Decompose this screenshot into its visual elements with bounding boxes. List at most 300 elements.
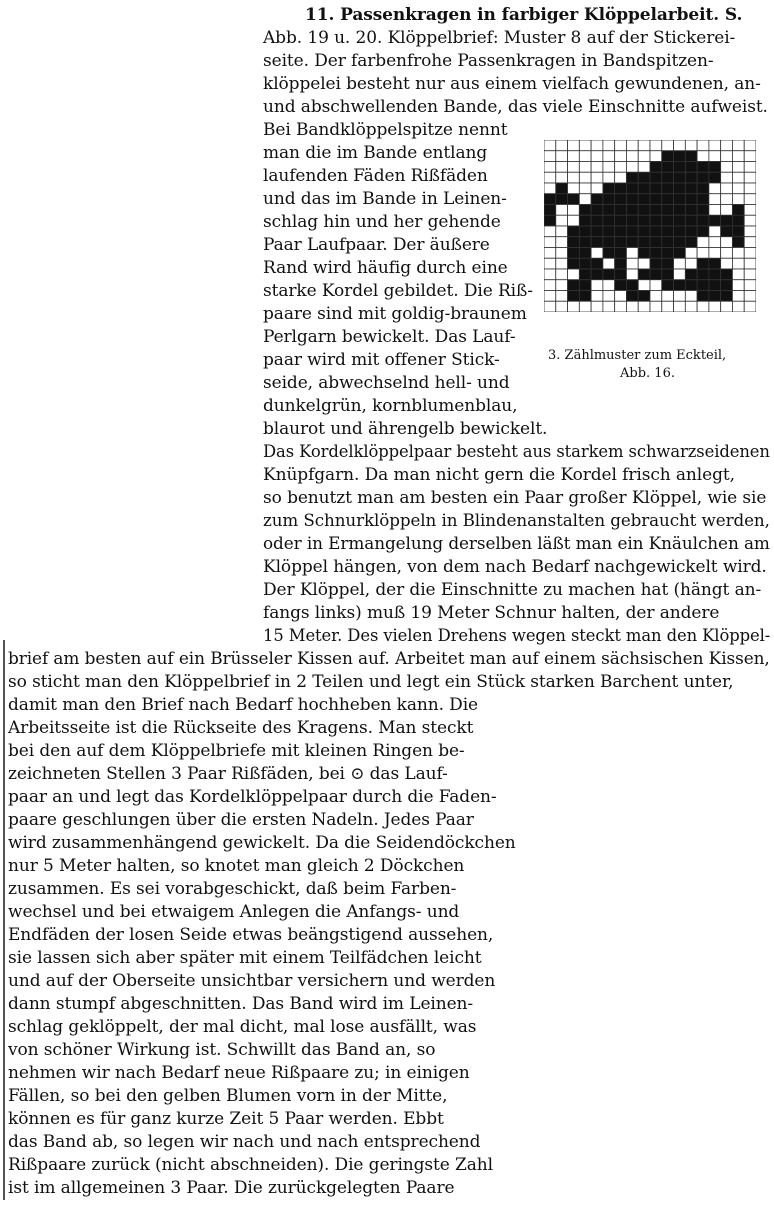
pattern-cell xyxy=(579,215,591,226)
pattern-cell xyxy=(709,140,721,151)
text-line: Bei Bandklöppelspitze nennt xyxy=(263,120,508,140)
pattern-cell xyxy=(709,237,721,248)
margin-rule xyxy=(3,640,5,1200)
pattern-cell xyxy=(603,215,615,226)
text-line: sie lassen sich aber später mit einem Teilfädchen leicht xyxy=(8,948,482,968)
pattern-cell xyxy=(591,269,603,280)
pattern-cell xyxy=(603,151,615,162)
pattern-cell xyxy=(650,280,662,291)
pattern-cell xyxy=(674,291,686,302)
pattern-cell xyxy=(638,162,650,173)
pattern-cell xyxy=(721,172,733,183)
pattern-cell xyxy=(674,205,686,216)
pattern-cell xyxy=(615,248,627,259)
pattern-cell xyxy=(579,269,591,280)
pattern-cell xyxy=(591,140,603,151)
pattern-cell xyxy=(591,258,603,269)
pattern-cell xyxy=(615,237,627,248)
pattern-cell xyxy=(579,183,591,194)
pattern-cell xyxy=(685,280,697,291)
pattern-cell xyxy=(650,151,662,162)
pattern-cell xyxy=(744,248,756,259)
pattern-cell xyxy=(744,291,756,302)
text-line: schlag hin und her gehende xyxy=(263,212,501,232)
text-line: zum Schnurklöppeln in Blindenanstalten gebraucht werden, xyxy=(263,511,770,531)
pattern-cell xyxy=(721,194,733,205)
pattern-cell xyxy=(709,205,721,216)
text-line: bei den auf dem Klöppelbriefe mit kleinen Ringen be- xyxy=(8,741,465,761)
pattern-cell xyxy=(626,226,638,237)
pattern-cell xyxy=(744,301,756,312)
pattern-cell xyxy=(556,226,568,237)
pattern-cell xyxy=(626,237,638,248)
pattern-cell xyxy=(697,301,709,312)
pattern-cell xyxy=(744,226,756,237)
pattern-cell xyxy=(626,248,638,259)
pattern-cell xyxy=(568,237,580,248)
pattern-cell xyxy=(603,194,615,205)
pattern-cell xyxy=(603,269,615,280)
pattern-cell xyxy=(615,172,627,183)
pattern-cell xyxy=(638,301,650,312)
pattern-cell xyxy=(721,301,733,312)
pattern-cell xyxy=(732,172,744,183)
article-heading-line: 11. Passenkragen in farbiger Klöppelarbeit. S. xyxy=(305,5,743,25)
pattern-cell xyxy=(697,291,709,302)
text-line: das Band ab, so legen wir nach und nach entsprechend xyxy=(8,1132,481,1152)
pattern-cell xyxy=(697,172,709,183)
pattern-cell xyxy=(674,280,686,291)
pattern-cell xyxy=(568,151,580,162)
pattern-cell xyxy=(579,151,591,162)
pattern-cell xyxy=(732,194,744,205)
pattern-cell xyxy=(638,194,650,205)
pattern-cell xyxy=(732,151,744,162)
pattern-cell xyxy=(626,301,638,312)
pattern-cell xyxy=(721,280,733,291)
pattern-cell xyxy=(662,215,674,226)
pattern-cell xyxy=(556,280,568,291)
pattern-cell xyxy=(732,183,744,194)
pattern-cell xyxy=(615,151,627,162)
pattern-cell xyxy=(674,248,686,259)
pattern-cell xyxy=(744,140,756,151)
pattern-cell xyxy=(674,183,686,194)
pattern-cell xyxy=(626,162,638,173)
pattern-cell xyxy=(544,248,556,259)
pattern-cell xyxy=(556,140,568,151)
text-line: seide, abwechselnd hell- und xyxy=(263,373,510,393)
pattern-cell xyxy=(591,183,603,194)
pattern-cell xyxy=(603,237,615,248)
pattern-cell xyxy=(685,226,697,237)
pattern-cell xyxy=(568,269,580,280)
pattern-cell xyxy=(685,237,697,248)
pattern-cell xyxy=(556,291,568,302)
pattern-cell xyxy=(662,269,674,280)
text-line: und abschwellenden Bande, das viele Einschnitte aufweist. xyxy=(263,97,768,117)
pattern-cell xyxy=(638,183,650,194)
pattern-cell xyxy=(591,226,603,237)
pattern-cell xyxy=(544,172,556,183)
pattern-cell xyxy=(626,183,638,194)
pattern-cell xyxy=(674,237,686,248)
text-line: Perlgarn bewickelt. Das Lauf- xyxy=(263,327,516,347)
text-line: Rißpaare zurück (nicht abschneiden). Die geringste Zahl xyxy=(8,1155,493,1175)
pattern-cell xyxy=(685,215,697,226)
text-line: können es für ganz kurze Zeit 5 Paar werden. Ebbt xyxy=(8,1109,444,1129)
pattern-cell xyxy=(544,183,556,194)
pattern-cell xyxy=(721,237,733,248)
text-line: Arbeitsseite ist die Rückseite des Kragens. Man steckt xyxy=(8,718,474,738)
pattern-cell xyxy=(674,269,686,280)
pattern-cell xyxy=(591,205,603,216)
counting-pattern-figure xyxy=(544,140,756,312)
pattern-cell xyxy=(568,301,580,312)
pattern-cell xyxy=(615,162,627,173)
pattern-cell xyxy=(709,226,721,237)
pattern-cell xyxy=(697,183,709,194)
pattern-cell xyxy=(685,162,697,173)
pattern-cell xyxy=(568,205,580,216)
pattern-cell xyxy=(662,151,674,162)
pattern-cell xyxy=(732,205,744,216)
pattern-cell xyxy=(650,269,662,280)
pattern-cell xyxy=(709,248,721,259)
text-line: so benutzt man am besten ein Paar großer Klöppel, wie sie xyxy=(263,488,767,508)
pattern-cell xyxy=(544,280,556,291)
pattern-cell xyxy=(568,140,580,151)
pattern-cell xyxy=(662,280,674,291)
pattern-cell xyxy=(650,301,662,312)
pattern-cell xyxy=(626,215,638,226)
pattern-cell xyxy=(744,183,756,194)
pattern-cell xyxy=(685,301,697,312)
text-line: Der Klöppel, der die Einschnitte zu machen hat (hängt an- xyxy=(263,580,762,600)
pattern-cell xyxy=(709,151,721,162)
text-line: und auf der Oberseite unsichtbar versichern und werden xyxy=(8,971,496,991)
pattern-cell xyxy=(568,258,580,269)
text-line: Abb. 19 u. 20. Klöppelbrief: Muster 8 auf der Stickerei- xyxy=(263,28,736,48)
pattern-cell xyxy=(650,140,662,151)
pattern-cell xyxy=(697,248,709,259)
pattern-cell xyxy=(662,205,674,216)
pattern-cell xyxy=(626,194,638,205)
pattern-cell xyxy=(615,226,627,237)
pattern-cell xyxy=(603,248,615,259)
pattern-cell xyxy=(556,258,568,269)
pattern-cell xyxy=(638,226,650,237)
pattern-cell xyxy=(568,248,580,259)
pattern-cell xyxy=(744,172,756,183)
pattern-cell xyxy=(709,258,721,269)
pattern-cell xyxy=(615,269,627,280)
pattern-cell xyxy=(556,205,568,216)
pattern-cell xyxy=(638,280,650,291)
pattern-cell xyxy=(674,226,686,237)
pattern-cell xyxy=(638,248,650,259)
pattern-cell xyxy=(591,248,603,259)
text-line: von schöner Wirkung ist. Schwillt das Band an, so xyxy=(8,1040,436,1060)
text-line: man die im Bande entlang xyxy=(263,143,488,163)
pattern-cell xyxy=(685,269,697,280)
pattern-cell xyxy=(744,205,756,216)
text-line: Endfäden der losen Seide etwas beängstigend aussehen, xyxy=(8,925,494,945)
text-line: oder in Ermangelung derselben läßt man ein Knäulchen am xyxy=(263,534,770,554)
pattern-cell xyxy=(579,226,591,237)
pattern-cell xyxy=(591,301,603,312)
text-line: Rand wird häufig durch eine xyxy=(263,258,508,278)
pattern-cell xyxy=(579,280,591,291)
pattern-cell xyxy=(697,151,709,162)
pattern-cell xyxy=(638,237,650,248)
pattern-cell xyxy=(579,162,591,173)
pattern-cell xyxy=(615,205,627,216)
pattern-cell xyxy=(697,237,709,248)
pattern-cell xyxy=(697,215,709,226)
pattern-cell xyxy=(674,140,686,151)
pattern-cell xyxy=(556,215,568,226)
text-line: paare geschlungen über die ersten Nadeln. Jedes Paar xyxy=(8,810,474,830)
pattern-cell xyxy=(638,151,650,162)
pattern-cell xyxy=(638,172,650,183)
pattern-cell xyxy=(591,162,603,173)
pattern-cell xyxy=(697,162,709,173)
pattern-cell xyxy=(650,205,662,216)
pattern-cell xyxy=(650,237,662,248)
text-line: starke Kordel gebildet. Die Riß- xyxy=(263,281,533,301)
pattern-cell xyxy=(732,226,744,237)
pattern-cell xyxy=(662,194,674,205)
text-line: Das Kordelklöppelpaar besteht aus starkem schwarzseidenen xyxy=(263,442,770,462)
pattern-cell xyxy=(697,280,709,291)
pattern-cell xyxy=(732,269,744,280)
pattern-cell xyxy=(721,215,733,226)
pattern-cell xyxy=(732,301,744,312)
pattern-cell xyxy=(638,215,650,226)
pattern-cell xyxy=(732,248,744,259)
pattern-cell xyxy=(568,183,580,194)
pattern-cell xyxy=(662,162,674,173)
pattern-cell xyxy=(697,194,709,205)
pattern-cell xyxy=(626,269,638,280)
pattern-cell xyxy=(662,258,674,269)
pattern-cell xyxy=(638,291,650,302)
pattern-cell xyxy=(615,194,627,205)
pattern-cell xyxy=(579,140,591,151)
pattern-cell xyxy=(674,258,686,269)
pattern-cell xyxy=(650,194,662,205)
pattern-cell xyxy=(603,183,615,194)
pattern-cell xyxy=(568,280,580,291)
pattern-cell xyxy=(615,258,627,269)
pattern-cell xyxy=(662,183,674,194)
pattern-cell xyxy=(556,172,568,183)
pattern-cell xyxy=(685,140,697,151)
pattern-cell xyxy=(697,226,709,237)
pattern-cell xyxy=(626,280,638,291)
pattern-cell xyxy=(721,151,733,162)
text-line: Paar Laufpaar. Der äußere xyxy=(263,235,490,255)
pattern-cell xyxy=(650,183,662,194)
pattern-cell xyxy=(603,280,615,291)
pattern-cell xyxy=(591,172,603,183)
pattern-cell xyxy=(732,237,744,248)
pattern-cell xyxy=(603,291,615,302)
pattern-cell xyxy=(732,258,744,269)
text-line: paar wird mit offener Stick- xyxy=(263,350,500,370)
pattern-cell xyxy=(544,301,556,312)
pattern-cell xyxy=(591,151,603,162)
pattern-cell xyxy=(662,226,674,237)
pattern-cell xyxy=(556,162,568,173)
text-line: ist im allgemeinen 3 Paar. Die zurückgelegten Paare xyxy=(8,1178,455,1198)
pattern-cell xyxy=(544,140,556,151)
pattern-cell xyxy=(662,140,674,151)
pattern-cell xyxy=(626,291,638,302)
pattern-cell xyxy=(544,291,556,302)
pattern-cell xyxy=(662,248,674,259)
pattern-cell xyxy=(685,258,697,269)
pattern-cell xyxy=(662,237,674,248)
pattern-cell xyxy=(709,269,721,280)
pattern-cell xyxy=(603,226,615,237)
pattern-cell xyxy=(685,172,697,183)
pattern-cell xyxy=(732,291,744,302)
pattern-cell xyxy=(662,172,674,183)
pattern-cell xyxy=(544,226,556,237)
pattern-cell xyxy=(685,205,697,216)
pattern-cell xyxy=(744,215,756,226)
pattern-cell xyxy=(556,301,568,312)
pattern-cell xyxy=(744,269,756,280)
pattern-cell xyxy=(579,248,591,259)
pattern-cell xyxy=(650,291,662,302)
pattern-cell xyxy=(709,215,721,226)
pattern-cell xyxy=(709,162,721,173)
pattern-cell xyxy=(615,183,627,194)
text-line: schlag geklöppelt, der mal dicht, mal lose ausfällt, was xyxy=(8,1017,477,1037)
pattern-cell xyxy=(579,258,591,269)
pattern-cell xyxy=(721,162,733,173)
pattern-cell xyxy=(662,291,674,302)
pattern-cell xyxy=(615,140,627,151)
pattern-cell xyxy=(674,162,686,173)
pattern-cell xyxy=(591,237,603,248)
text-line: damit man den Brief nach Bedarf hochheben kann. Die xyxy=(8,695,479,715)
text-line: so sticht man den Klöppelbrief in 2 Teilen und legt ein Stück starken Barchent unter, xyxy=(8,672,734,692)
pattern-cell xyxy=(650,248,662,259)
pattern-cell xyxy=(732,215,744,226)
pattern-cell xyxy=(615,280,627,291)
pattern-cell xyxy=(556,194,568,205)
text-line: Klöppel hängen, von dem nach Bedarf nachgewickelt wird. xyxy=(263,557,767,577)
pattern-cell xyxy=(568,215,580,226)
pattern-cell xyxy=(603,172,615,183)
pattern-cell xyxy=(674,172,686,183)
pattern-cell xyxy=(732,162,744,173)
pattern-cell xyxy=(615,291,627,302)
text-line: Fällen, so bei den gelben Blumen vorn in der Mitte, xyxy=(8,1086,448,1106)
text-line: Knüpfgarn. Da man nicht gern die Kordel frisch anlegt, xyxy=(263,465,735,485)
pattern-cell xyxy=(544,162,556,173)
text-line: dann stumpf abgeschnitten. Das Band wird im Leinen- xyxy=(8,994,474,1014)
pattern-cell xyxy=(544,269,556,280)
pattern-cell xyxy=(650,215,662,226)
text-line: zeichneten Stellen 3 Paar Rißfäden, bei ⊙ das Lauf- xyxy=(8,764,448,784)
pattern-cell xyxy=(603,258,615,269)
pattern-cell xyxy=(721,140,733,151)
pattern-cell xyxy=(544,215,556,226)
pattern-cell xyxy=(732,140,744,151)
pattern-cell xyxy=(568,291,580,302)
pattern-cell xyxy=(744,237,756,248)
pattern-cell xyxy=(626,140,638,151)
text-line: blaurot und ährengelb bewickelt. xyxy=(263,419,548,439)
pattern-cell xyxy=(721,248,733,259)
pattern-cell xyxy=(685,151,697,162)
pattern-cell xyxy=(603,205,615,216)
pattern-cell xyxy=(709,301,721,312)
text-line: 15 Meter. Des vielen Drehens wegen steckt man den Klöppel- xyxy=(263,626,771,646)
pattern-cell xyxy=(603,162,615,173)
pattern-cell xyxy=(674,301,686,312)
pattern-cell xyxy=(638,258,650,269)
pattern-cell xyxy=(626,205,638,216)
pattern-cell xyxy=(709,194,721,205)
pattern-cell xyxy=(721,205,733,216)
pattern-cell xyxy=(709,280,721,291)
pattern-cell xyxy=(721,183,733,194)
pattern-cell xyxy=(638,205,650,216)
pattern-cell xyxy=(603,301,615,312)
text-line: klöppelei besteht nur aus einem vielfach gewundenen, an- xyxy=(263,74,761,94)
figure-caption-line1: 3. Zählmuster zum Eckteil, xyxy=(548,348,727,363)
pattern-cell xyxy=(615,301,627,312)
pattern-cell xyxy=(638,140,650,151)
pattern-cell xyxy=(744,151,756,162)
figure-caption-line2: Abb. 16. xyxy=(620,366,675,381)
text-line: wechsel und bei etwaigem Anlegen die Anfangs- und xyxy=(8,902,460,922)
pattern-cell xyxy=(579,237,591,248)
pattern-cell xyxy=(544,194,556,205)
pattern-cell xyxy=(674,215,686,226)
pattern-cell xyxy=(544,205,556,216)
text-line: brief am besten auf ein Brüsseler Kissen auf. Arbeitet man auf einem sächsischen Kissen, xyxy=(8,649,770,669)
text-line: zusammen. Es sei vorabgeschickt, daß beim Farben- xyxy=(8,879,457,899)
pattern-cell xyxy=(685,291,697,302)
pattern-cell xyxy=(744,162,756,173)
pattern-cell xyxy=(544,237,556,248)
pattern-cell xyxy=(579,291,591,302)
pattern-cell xyxy=(744,280,756,291)
pattern-cell xyxy=(744,258,756,269)
pattern-cell xyxy=(732,280,744,291)
pattern-cell xyxy=(685,194,697,205)
pattern-cell xyxy=(674,151,686,162)
pattern-cell xyxy=(697,269,709,280)
text-line: wird zusammenhängend gewickelt. Da die Seidendöckchen xyxy=(8,833,516,853)
pattern-cell xyxy=(591,291,603,302)
pattern-cell xyxy=(544,258,556,269)
text-line: fangs links) muß 19 Meter Schnur halten, der andere xyxy=(263,603,720,623)
text-line: dunkelgrün, kornblumenblau, xyxy=(263,396,518,416)
pattern-cell xyxy=(709,291,721,302)
pattern-cell xyxy=(591,215,603,226)
text-line: paare sind mit goldig-braunem xyxy=(263,304,527,324)
pattern-cell xyxy=(709,172,721,183)
pattern-cell xyxy=(744,194,756,205)
